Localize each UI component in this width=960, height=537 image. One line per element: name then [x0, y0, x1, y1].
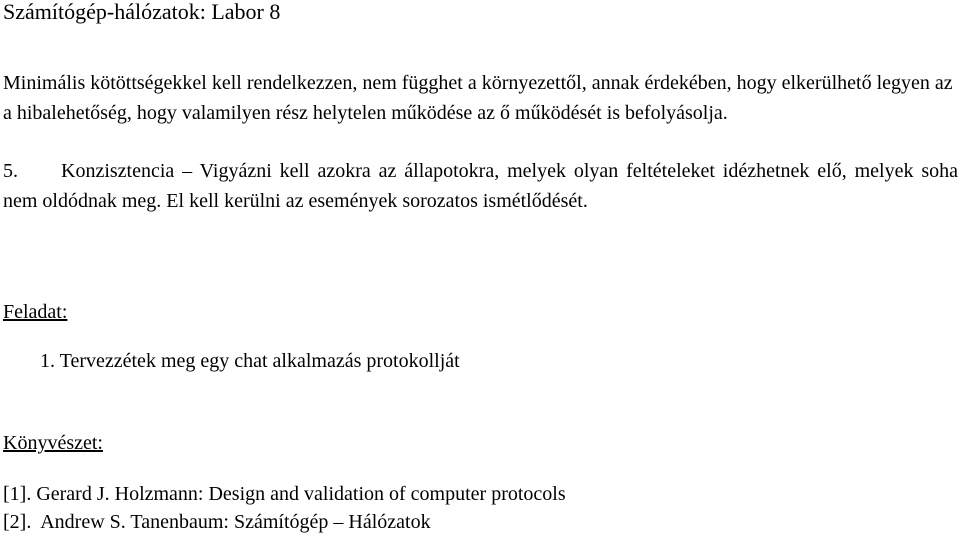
- task-item: 1. Tervezzétek meg egy chat alkalmazás protokollját: [40, 350, 460, 372]
- list-number: 5.: [3, 160, 18, 182]
- paragraph-consistency: [3, 156, 958, 216]
- bibliography-item: [1]. Gerard J. Holzmann: Design and validation of computer protocols: [3, 483, 566, 505]
- task-heading: Feladat:: [3, 301, 68, 323]
- bibliography-item: [2]. Andrew S. Tanenbaum: Számítógép – Hálózatok: [3, 511, 431, 533]
- page-header-title: Számítógép-hálózatok: Labor 8: [3, 0, 281, 24]
- bibliography-heading: Könyvészet:: [3, 432, 103, 454]
- paragraph-consistency-text: Konzisztencia – Vigyázni kell azokra az állapotokra, melyek olyan feltételeket idézhetnek elő, melyek soha nem oldódnak meg. El kell kerülni az események sorozatos ismétlődését.: [3, 160, 958, 212]
- paragraph-minimal-dependencies: Minimális kötöttségekkel kell rendelkezzen, nem függhet a környezettől, annak érdekében, hogy elkerülhető legyen az a hibalehetőség, hogy valamilyen rész helytelen működése az ő működését is befolyásolja.: [3, 72, 953, 124]
